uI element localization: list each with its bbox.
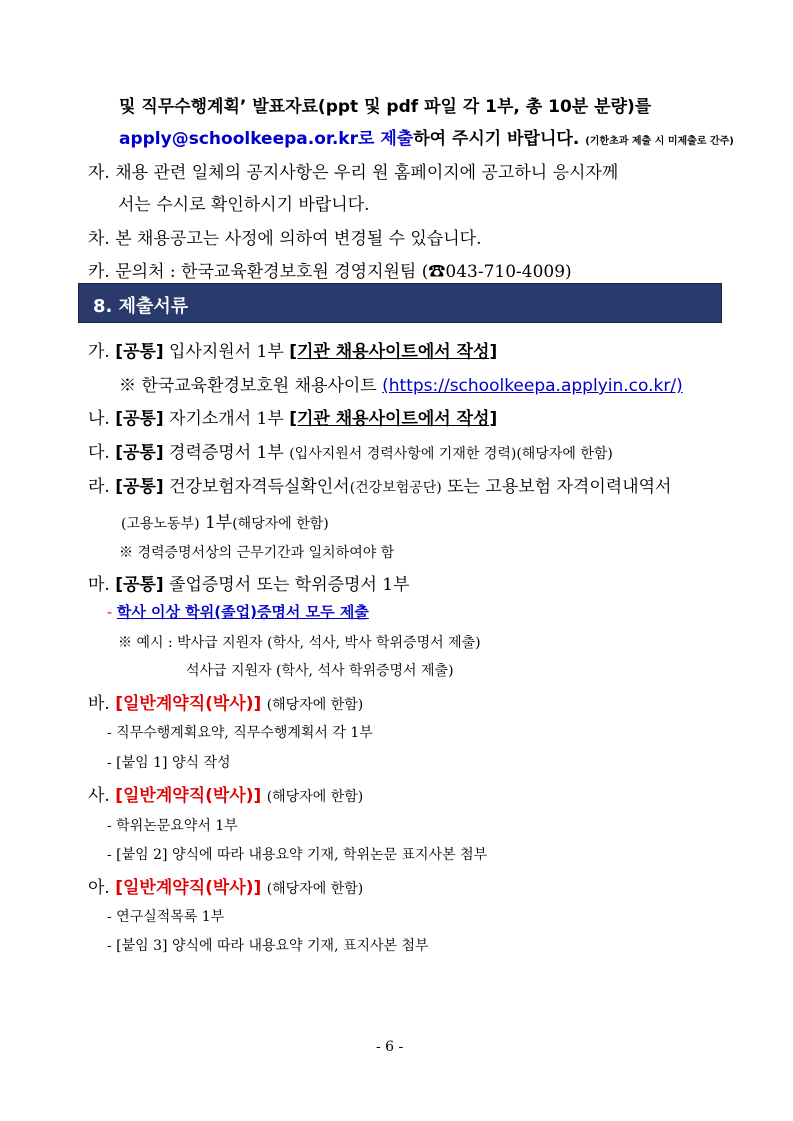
item-ba-sub-2: - [붙임 1] 양식 작성	[107, 755, 231, 771]
item-ga: 가. [공통] 입사지원서 1부 [기관 채용사이트에서 작성]	[88, 342, 498, 362]
item-ma-note-2: 석사급 지원자 (학사, 석사 학위증명서 제출)	[186, 663, 454, 679]
item-ba: 바. [일반계약직(박사)] (해당자에 한함)	[88, 694, 364, 714]
submit-note: (기한초과 제출 시 미제출로 간주)	[585, 136, 734, 147]
top-line-2: apply@schoolkeepa.or.kr로 제출하여 주시기 바랍니다. (기한초과 제출 시 미제출로 간주)	[119, 129, 734, 149]
top-line-1: 및 직무수행계획’ 발표자료(ppt 및 pdf 파일 각 1부, 총 10분 분량)를	[119, 97, 652, 117]
item-ra: 라. [공통] 건강보험자격득실확인서(건강보험공단) 또는 고용보험 자격이력내역서	[88, 477, 672, 497]
item-ja: 자. 채용 관련 일체의 공지사항은 우리 원 홈페이지에 공고하니 응시자께	[88, 163, 619, 183]
email-link[interactable]: apply@schoolkeepa.or.kr	[119, 129, 358, 149]
section-header	[78, 283, 722, 323]
item-sa-sub-1: - 학위논문요약서 1부	[107, 818, 238, 834]
item-ma-note-1: ※ 예시 : 박사급 지원자 (학사, 석사, 박사 학위증명서 제출)	[118, 635, 481, 651]
item-a-sub-1: - 연구실적목록 1부	[107, 909, 225, 925]
item-sa: 사. [일반계약직(박사)] (해당자에 한함)	[88, 786, 364, 806]
item-ra-note: ※ 경력증명서상의 근무기간과 일치하여야 함	[119, 545, 395, 561]
item-ma: 마. [공통] 졸업증명서 또는 학위증명서 1부	[88, 575, 410, 595]
item-ma-sub: - 학사 이상 학위(졸업)증명서 모두 제출	[107, 603, 369, 621]
item-ja-cont: 서는 수시로 확인하시기 바랍니다.	[118, 195, 370, 215]
item-ra-cont: (고용노동부) 1부(해당자에 한함)	[121, 513, 329, 533]
item-a-sub-2: - [붙임 3] 양식에 따라 내용요약 기재, 표지사본 첨부	[107, 938, 429, 954]
item-sa-sub-2: - [붙임 2] 양식에 따라 내용요약 기재, 학위논문 표지사본 첨부	[107, 847, 488, 863]
item-ga-note: ※ 한국교육환경보호원 채용사이트 (https://schoolkeepa.applyin.co.kr/)	[119, 376, 683, 396]
recruit-site-link[interactable]: (https://schoolkeepa.applyin.co.kr/)	[382, 376, 683, 396]
item-cha: 차. 본 채용공고는 사정에 의하여 변경될 수 있습니다.	[88, 229, 482, 249]
item-ka: 카. 문의처 : 한국교육환경보호원 경영지원팀 (☎043-710-4009)	[88, 262, 572, 282]
page-number: - 6 -	[376, 1039, 404, 1055]
item-a: 아. [일반계약직(박사)] (해당자에 한함)	[88, 878, 364, 898]
section-title: 8. 제출서류	[93, 296, 189, 317]
item-na: 나. [공통] 자기소개서 1부 [기관 채용사이트에서 작성]	[88, 409, 498, 429]
item-da: 다. [공통] 경력증명서 1부 (입사지원서 경력사항에 기재한 경력)(해당자에 한함)	[88, 443, 613, 463]
item-ba-sub-1: - 직무수행계획요약, 직무수행계획서 각 1부	[107, 725, 373, 741]
